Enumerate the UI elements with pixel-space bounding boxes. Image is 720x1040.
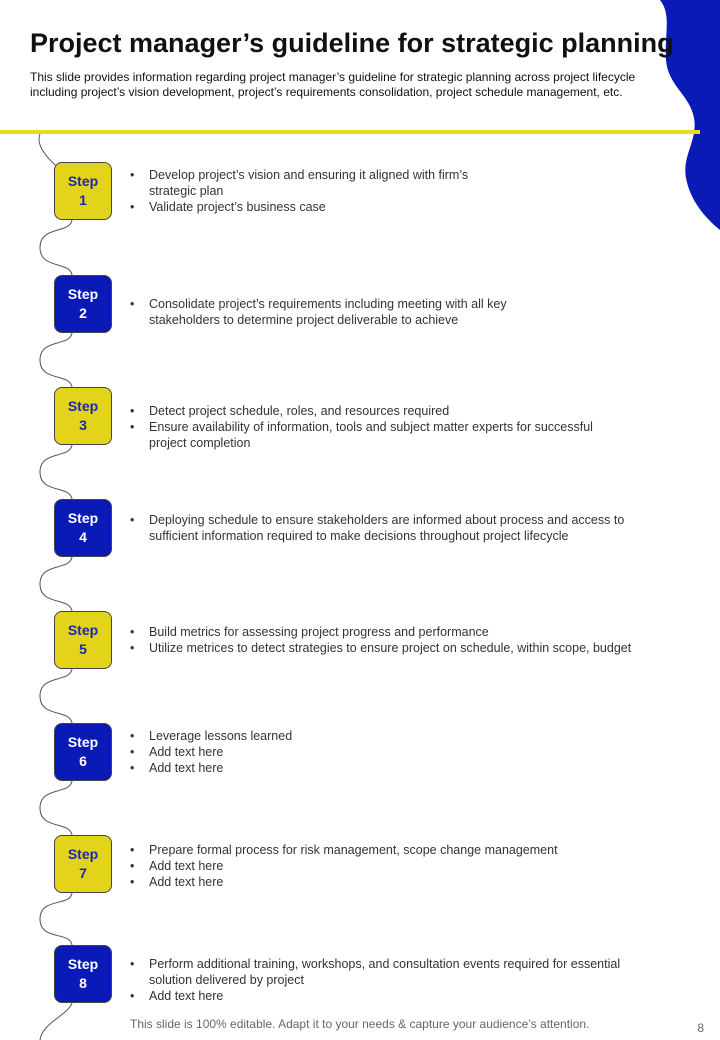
bullet-text: strategic plan: [149, 184, 224, 198]
step-label: Step: [67, 846, 99, 862]
step-label: Step: [67, 173, 99, 189]
step-box-3: [54, 387, 112, 445]
bullet-item: [130, 842, 670, 858]
bullet-item: [130, 858, 670, 874]
page-title: Project manager’s guideline for strategic planning: [30, 28, 674, 58]
step-label: Step: [67, 622, 99, 638]
step-bullets-4: [130, 512, 670, 544]
step-bullets-1: [130, 167, 670, 215]
step-bullets-5: [130, 624, 670, 656]
bullet-item: [130, 167, 670, 199]
step-box-8: [54, 945, 112, 1003]
step-bullets-2: [130, 296, 670, 328]
bullet-item: [130, 640, 670, 656]
bullet-text: Utilize metrices to detect strategies to ensure project on schedule, within scope, budget: [149, 641, 632, 655]
bullet-text: Consolidate project’s requirements including meeting with all key: [149, 297, 507, 311]
bullet-item: [130, 403, 670, 419]
bullet-text: Deploying schedule to ensure stakeholders are informed about process and access to: [149, 513, 625, 527]
bullet-text: sufficient information required to make decisions throughout project lifecycle: [149, 529, 569, 543]
bullet-item: [130, 874, 670, 890]
step-box-5: [54, 611, 112, 669]
bullet-item: [130, 624, 670, 640]
step-label: Step: [67, 398, 99, 414]
subtitle-line: including project’s vision development, project’s requirements consolidation, project schedule management, etc.: [30, 85, 623, 99]
bullet-text: Add text here: [149, 761, 224, 775]
step-label: Step: [67, 956, 99, 972]
subtitle-line: This slide provides information regarding project manager’s guideline for strategic planning across project lifecycle: [30, 70, 636, 84]
step-box-2: [54, 275, 112, 333]
step-box-7: [54, 835, 112, 893]
step-label: Step: [67, 734, 99, 750]
step-number: 1: [79, 192, 87, 208]
step-number: 4: [79, 529, 87, 545]
bullet-item: [130, 512, 670, 544]
bullet-item: [130, 760, 670, 776]
step-bullets-7: [130, 842, 670, 890]
step-number: 7: [79, 865, 87, 881]
bullet-item: [130, 199, 670, 215]
page-subtitle: [30, 70, 670, 100]
bullet-item: [130, 728, 670, 744]
footer-note: This slide is 100% editable. Adapt it to your needs & capture your audience’s attention.: [130, 1017, 590, 1031]
timeline-wave-path: [39, 134, 72, 1040]
bullet-text: Develop project’s vision and ensuring it aligned with firm’s: [149, 168, 469, 182]
bullet-item: [130, 988, 670, 1004]
bullet-text: Add text here: [149, 745, 224, 759]
step-label: Step: [67, 510, 99, 526]
header-divider: [0, 130, 700, 134]
step-number: 5: [79, 641, 87, 657]
step-label: Step: [67, 286, 99, 302]
step-number: 6: [79, 753, 87, 769]
bullet-item: [130, 296, 670, 328]
step-number: 2: [79, 305, 87, 321]
bullet-text: Detect project schedule, roles, and resources required: [149, 404, 450, 418]
bullet-item: [130, 419, 670, 451]
step-number: 3: [79, 417, 87, 433]
step-bullets-8: [130, 956, 670, 1004]
bullet-text: Perform additional training, workshops, and consultation events required for essential: [149, 957, 621, 971]
step-box-1: [54, 162, 112, 220]
step-bullets-6: [130, 728, 670, 776]
step-number: 8: [79, 975, 87, 991]
bullet-text: Build metrics for assessing project progress and performance: [149, 625, 489, 639]
bullet-text: project completion: [149, 436, 251, 450]
bullet-text: Ensure availability of information, tools and subject matter experts for successful: [149, 420, 593, 434]
bullet-text: Add text here: [149, 875, 224, 889]
bullet-text: Leverage lessons learned: [149, 729, 293, 743]
bullet-text: Validate project’s business case: [149, 200, 326, 214]
step-box-4: [54, 499, 112, 557]
bullet-text: solution delivered by project: [149, 973, 304, 987]
step-box-6: [54, 723, 112, 781]
step-bullets-3: [130, 403, 670, 451]
page-number: 8: [697, 1021, 704, 1035]
bullet-text: Add text here: [149, 989, 224, 1003]
bullet-item: [130, 956, 670, 988]
timeline-wave: [0, 134, 80, 1040]
bullet-text: Prepare formal process for risk management, scope change management: [149, 843, 558, 857]
bullet-text: Add text here: [149, 859, 224, 873]
bullet-text: stakeholders to determine project deliverable to achieve: [149, 313, 459, 327]
bullet-item: [130, 744, 670, 760]
